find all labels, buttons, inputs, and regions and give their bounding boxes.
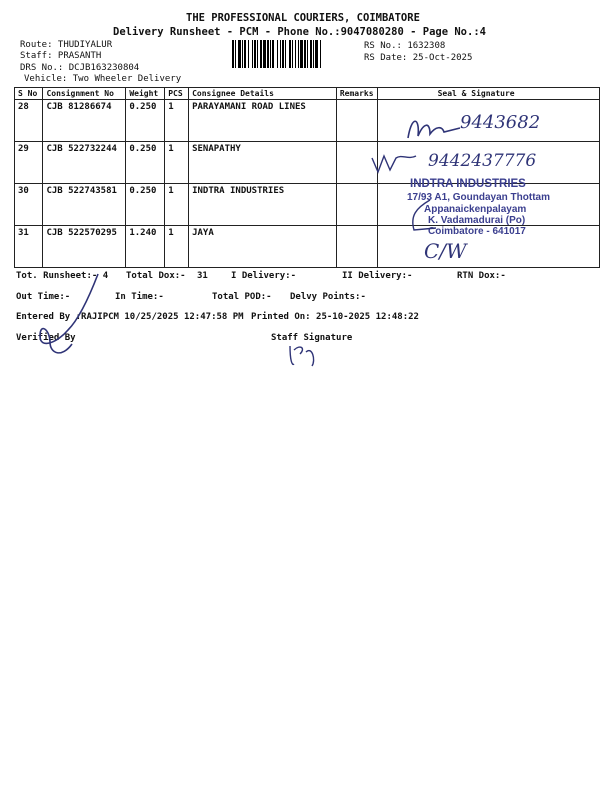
delivery-points: Delvy Points:- <box>290 292 366 302</box>
col-remarks: Remarks <box>336 88 377 100</box>
row-consignee: INDTRA INDUSTRIES <box>189 184 337 226</box>
entered-by: Entered By :RAJIPCM 10/25/2025 12:47:58 PM <box>16 312 244 322</box>
row-weight: 0.250 <box>126 100 165 142</box>
i-delivery: I Delivery:- <box>231 271 297 281</box>
staff-label: Staff: PRASANTH <box>20 51 102 61</box>
col-pcs: PCS <box>165 88 189 100</box>
in-time: In Time:- <box>115 292 164 302</box>
stamp-signature-stroke <box>400 196 440 236</box>
runsheet-subtitle: Delivery Runsheet - PCM - Phone No.:9047080280 - Page No.:4 <box>113 26 486 38</box>
total-dox-value: 31 <box>197 271 208 281</box>
row-weight: 1.240 <box>126 226 165 268</box>
stamp-company-name: INDTRA INDUSTRIES <box>410 178 526 190</box>
row29-signature-scribble <box>368 148 428 178</box>
drs-number: DRS No.: DCJB163230804 <box>20 63 140 73</box>
row-consignee: SENAPATHY <box>189 142 337 184</box>
row-pcs: 1 <box>165 184 189 226</box>
rs-date: RS Date: 25-Oct-2025 <box>364 53 473 63</box>
company-title: THE PROFESSIONAL COURIERS, COIMBATORE <box>186 12 420 24</box>
row-consignment: CJB 522732244 <box>43 142 126 184</box>
ii-delivery: II Delivery:- <box>342 271 413 281</box>
row-consignment: CJB 522570295 <box>43 226 126 268</box>
row-remarks <box>336 100 377 142</box>
row28-handwritten-phone: 9443682 <box>460 112 541 133</box>
total-pod: Total POD:- <box>212 292 272 302</box>
row-consignee: JAYA <box>189 226 337 268</box>
col-seal-signature: Seal & Signature <box>377 88 599 100</box>
out-time: Out Time:- <box>16 292 71 302</box>
verified-by-label: Verified By <box>16 333 76 343</box>
col-sno: S No <box>15 88 43 100</box>
row-pcs: 1 <box>165 100 189 142</box>
row-sno: 29 <box>15 142 43 184</box>
row-weight: 0.250 <box>126 142 165 184</box>
row-consignment: CJB 81286674 <box>43 100 126 142</box>
stamp-address-line: 17/93 A1, Goundayan Thottam <box>407 192 550 203</box>
row-pcs: 1 <box>165 142 189 184</box>
col-consignee: Consignee Details <box>189 88 337 100</box>
barcode <box>232 40 360 68</box>
vehicle-label: Vehicle: Two Wheeler Delivery <box>24 74 182 84</box>
stamp-address-line: K. Vadamadurai (Po) <box>428 215 526 226</box>
total-runsheet: Tot. Runsheet:- 4 <box>16 271 109 281</box>
total-dox-label: Total Dox:- <box>126 271 186 281</box>
verifier-signature <box>28 270 108 370</box>
row-consignment: CJB 522743581 <box>43 184 126 226</box>
stamp-address-line: Appanaickenpalayam <box>424 204 527 215</box>
row-sno: 28 <box>15 100 43 142</box>
row-sno: 31 <box>15 226 43 268</box>
row-pcs: 1 <box>165 226 189 268</box>
stamp-address-line: Coimbatore - 641017 <box>428 226 526 237</box>
printed-on: Printed On: 25-10-2025 12:48:22 <box>251 312 419 322</box>
rs-number: RS No.: 1632308 <box>364 41 446 51</box>
staff-signature-label: Staff Signature <box>271 333 353 343</box>
col-consignment: Consignment No <box>43 88 126 100</box>
col-weight: Weight <box>126 88 165 100</box>
row29-handwritten-phone: 9442437776 <box>428 151 537 171</box>
row-consignee: PARAYAMANI ROAD LINES <box>189 100 337 142</box>
staff-signature-mark <box>286 340 326 370</box>
row-sno: 30 <box>15 184 43 226</box>
route-label: Route: THUDIYALUR <box>20 40 113 50</box>
row-remarks <box>336 226 377 268</box>
row-weight: 0.250 <box>126 184 165 226</box>
rtn-dox: RTN Dox:- <box>457 271 506 281</box>
row-remarks <box>336 184 377 226</box>
table-header-row <box>15 88 600 100</box>
row31-handwritten-initials: C/W <box>424 239 467 263</box>
